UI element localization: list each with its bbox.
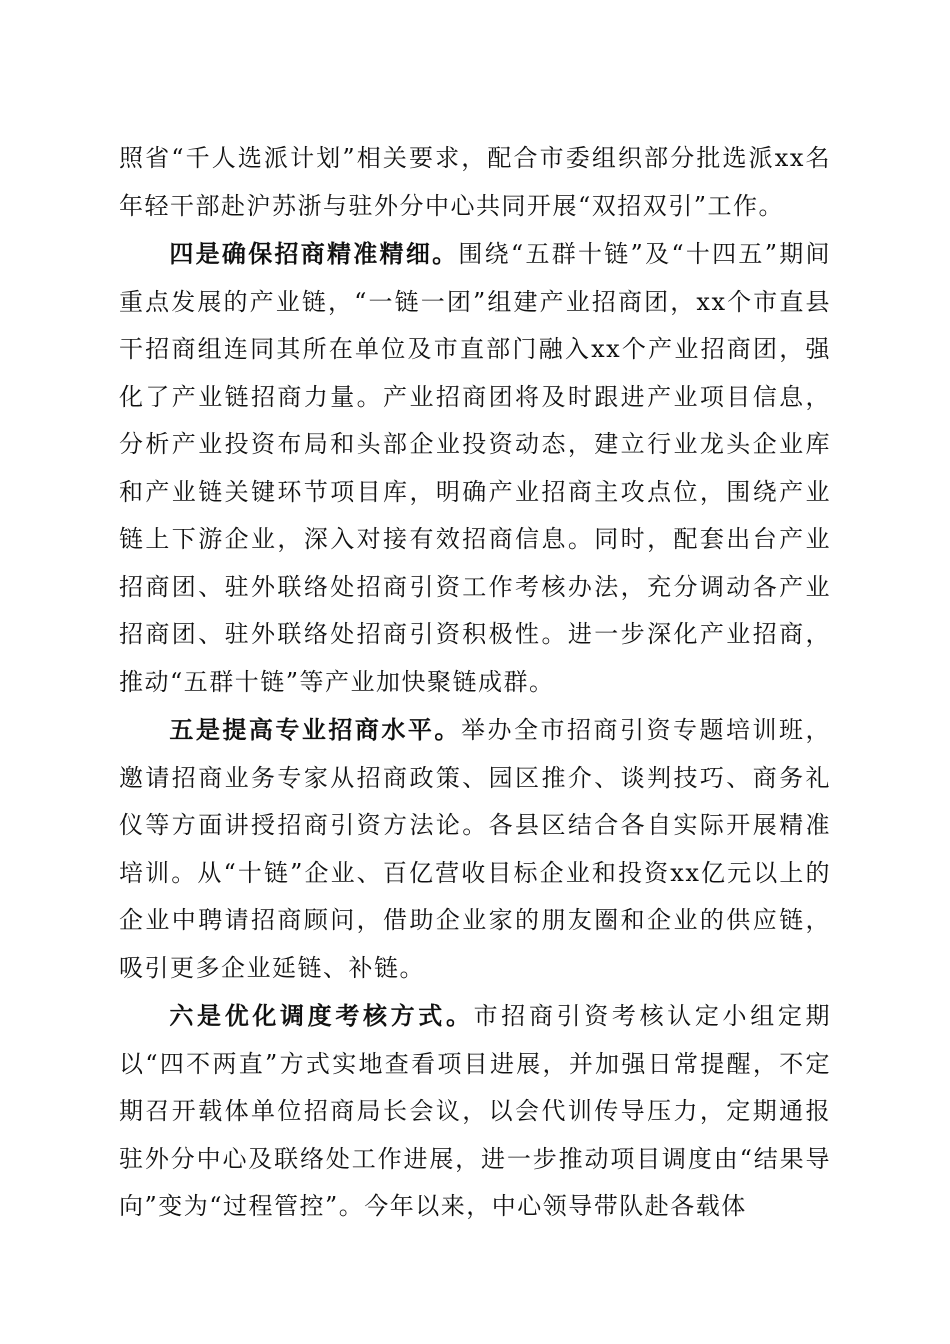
paragraph-continuation	[119, 135, 831, 230]
paragraph-point-five	[119, 706, 831, 992]
paragraph-heading: 四是确保招商精准精细。	[169, 239, 459, 268]
paragraph-heading: 五是提高专业招商水平。	[169, 715, 461, 744]
paragraph-text: 围绕“五群十链”及“十四五”期间重点发展的产业链，“一链一团”组建产业招商团，xx个市直县干招商组连同其所在单位及市直部门融入xx个产业招商团，强化了产业链招商力量。产业招商团将及时跟进产业项目信息，分析产业投资布局和头部企业投资动态，建立行业龙头企业库和产业链关键环节项目库，明确产业招商主攻点位，围绕产业链上下游企业，深入对接有效招商信息。同时，配套出台产业招商团、驻外联络处招商引资工作考核办法，充分调动各产业招商团、驻外联络处招商引资积极性。进一步深化产业招商，推动“五群十链”等产业加快聚链成群。	[119, 240, 832, 696]
paragraph-text: 举办全市招商引资专题培训班，邀请招商业务专家从招商政策、园区推介、谈判技巧、商务礼仪等方面讲授招商引资方法论。各县区结合各自实际开展精准培训。从“十链”企业、百亿营收目标企业和投资xx亿元以上的企业中聘请招商顾问，借助企业家的朋友圈和企业的供应链，吸引更多企业延链、补链。	[119, 716, 832, 982]
paragraph-point-six	[119, 992, 831, 1231]
paragraph-heading: 六是优化调度考核方式。	[169, 1001, 474, 1030]
paragraph-text: 市招商引资考核认定小组定期以“四不两直”方式实地查看项目进展，并加强日常提醒，不定期召开载体单位招商局长会议，以会代训传导压力，定期通报驻外分中心及联络处工作进展，进一步推动项目调度由“结果导向”变为“过程管控”。今年以来，中心领导带队赴各载体	[119, 1002, 832, 1220]
paragraph-point-four	[119, 230, 831, 706]
paragraph-text: 照省“千人选派计划”相关要求，配合市委组织部分批选派xx名年轻干部赴沪苏浙与驻外分中心共同开展“双招双引”工作。	[119, 144, 831, 220]
body-text	[119, 135, 831, 1231]
